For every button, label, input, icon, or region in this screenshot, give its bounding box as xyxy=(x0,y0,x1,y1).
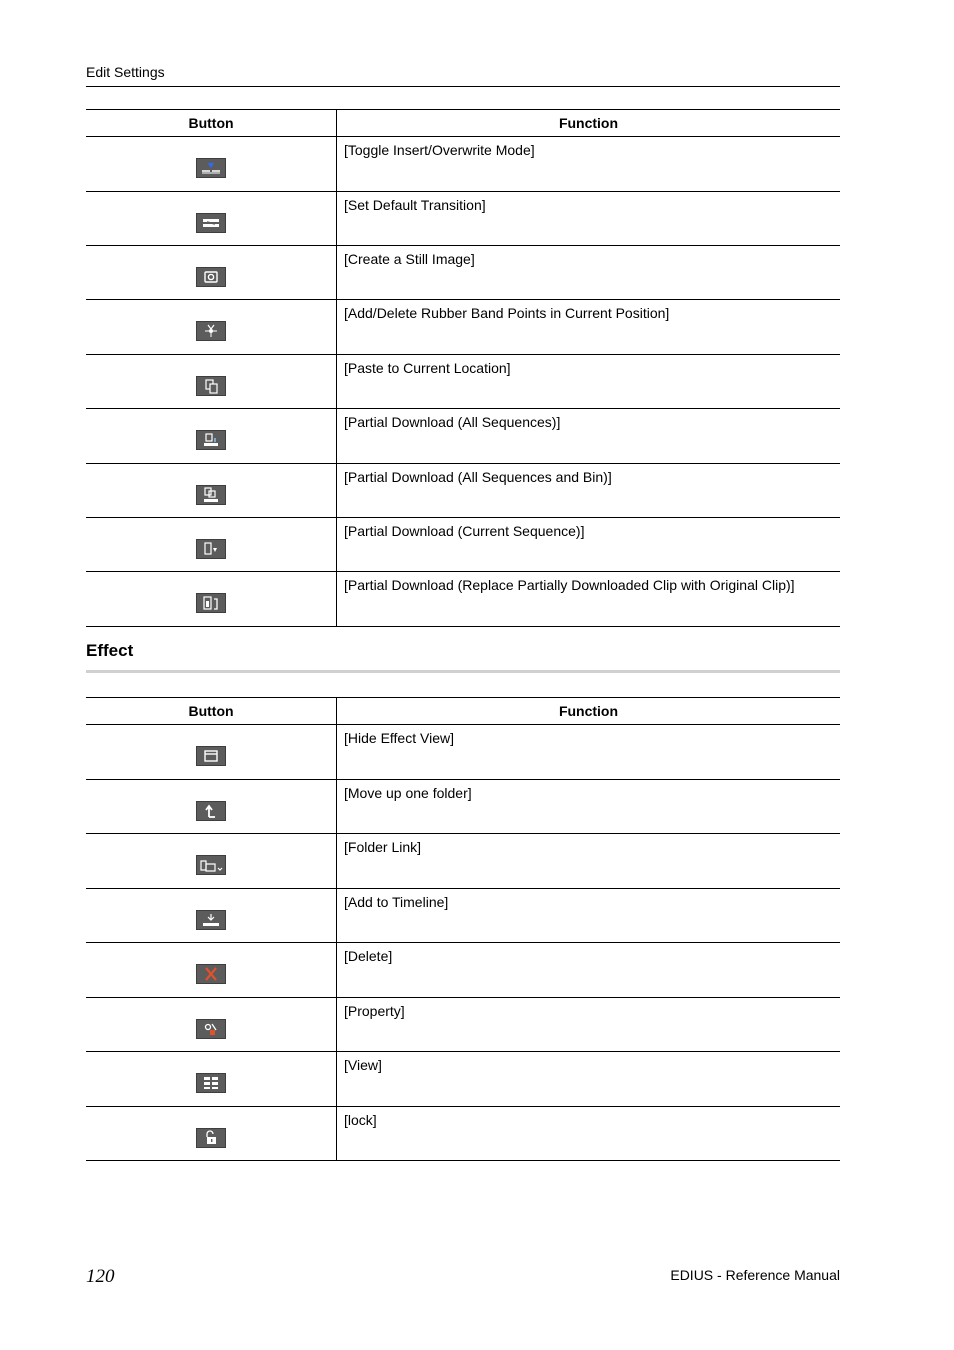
column-header-function: Function xyxy=(337,110,841,137)
view-icon[interactable] xyxy=(196,1073,226,1093)
table-header-row xyxy=(86,110,840,137)
table-row xyxy=(86,409,840,464)
partial-download-all-icon[interactable] xyxy=(196,430,226,450)
function-cell: [Move up one folder] xyxy=(337,780,841,834)
function-cell: [Folder Link] xyxy=(337,834,841,889)
table-row xyxy=(86,355,840,409)
function-cell: [lock] xyxy=(337,1107,841,1161)
partial-download-replace-icon[interactable] xyxy=(196,593,226,613)
edit-buttons-table xyxy=(86,109,840,627)
function-cell: [Add/Delete Rubber Band Points in Current Position] xyxy=(337,300,841,355)
function-cell: [Partial Download (Current Sequence)] xyxy=(337,518,841,572)
function-cell: [View] xyxy=(337,1052,841,1107)
lock-icon[interactable] xyxy=(196,1128,226,1148)
function-cell: [Set Default Transition] xyxy=(337,192,841,246)
folder-up-icon[interactable] xyxy=(196,801,226,821)
button-cell xyxy=(86,192,337,246)
table-row xyxy=(86,834,840,889)
table-row xyxy=(86,246,840,300)
rubber-band-point-icon[interactable] xyxy=(196,321,226,341)
page-header xyxy=(86,63,840,87)
table-row xyxy=(86,780,840,834)
button-cell xyxy=(86,246,337,300)
table-row xyxy=(86,192,840,246)
button-cell xyxy=(86,780,337,834)
column-header-function: Function xyxy=(337,698,841,725)
function-cell: [Hide Effect View] xyxy=(337,725,841,780)
function-cell: [Delete] xyxy=(337,943,841,998)
toggle-insert-overwrite-icon[interactable] xyxy=(196,158,226,178)
table-row xyxy=(86,1052,840,1107)
button-cell xyxy=(86,725,337,780)
button-cell xyxy=(86,518,337,572)
function-cell: [Paste to Current Location] xyxy=(337,355,841,409)
button-cell xyxy=(86,834,337,889)
table-row xyxy=(86,137,840,192)
button-cell xyxy=(86,355,337,409)
function-cell: [Create a Still Image] xyxy=(337,246,841,300)
button-cell xyxy=(86,943,337,998)
function-cell: [Partial Download (All Sequences)] xyxy=(337,409,841,464)
button-cell xyxy=(86,889,337,943)
delete-icon[interactable] xyxy=(196,964,226,984)
folder-link-icon[interactable] xyxy=(196,855,226,875)
table-row xyxy=(86,943,840,998)
table-row xyxy=(86,300,840,355)
hide-effect-view-icon[interactable] xyxy=(196,746,226,766)
partial-download-current-icon[interactable] xyxy=(196,539,226,559)
function-cell: [Property] xyxy=(337,998,841,1052)
column-header-button: Button xyxy=(86,110,337,137)
function-cell: [Partial Download (Replace Partially Downloaded Clip with Original Clip)] xyxy=(337,572,841,627)
button-cell xyxy=(86,300,337,355)
effect-buttons-table xyxy=(86,697,840,1161)
table-row xyxy=(86,889,840,943)
function-cell: [Add to Timeline] xyxy=(337,889,841,943)
button-cell xyxy=(86,1107,337,1161)
button-cell xyxy=(86,572,337,627)
button-cell xyxy=(86,1052,337,1107)
page-header-title: Edit Settings xyxy=(86,64,165,80)
camera-icon[interactable] xyxy=(196,267,226,287)
table-header-row xyxy=(86,698,840,725)
set-default-transition-icon[interactable] xyxy=(196,213,226,233)
table-row xyxy=(86,725,840,780)
manual-title: EDIUS - Reference Manual xyxy=(670,1267,840,1283)
function-cell: [Partial Download (All Sequences and Bin)] xyxy=(337,464,841,518)
function-cell: [Toggle Insert/Overwrite Mode] xyxy=(337,137,841,192)
button-cell xyxy=(86,464,337,518)
property-icon[interactable] xyxy=(196,1019,226,1039)
table-row xyxy=(86,1107,840,1161)
add-to-timeline-icon[interactable] xyxy=(196,910,226,930)
button-cell xyxy=(86,409,337,464)
paste-icon[interactable] xyxy=(196,376,226,396)
table-row xyxy=(86,998,840,1052)
table-row xyxy=(86,572,840,627)
column-header-button: Button xyxy=(86,698,337,725)
button-cell xyxy=(86,998,337,1052)
page-number: 120 xyxy=(86,1266,115,1287)
section-title: Effect xyxy=(86,640,840,673)
table-row xyxy=(86,464,840,518)
partial-download-bin-icon[interactable] xyxy=(196,485,226,505)
button-cell xyxy=(86,137,337,192)
table-row xyxy=(86,518,840,572)
